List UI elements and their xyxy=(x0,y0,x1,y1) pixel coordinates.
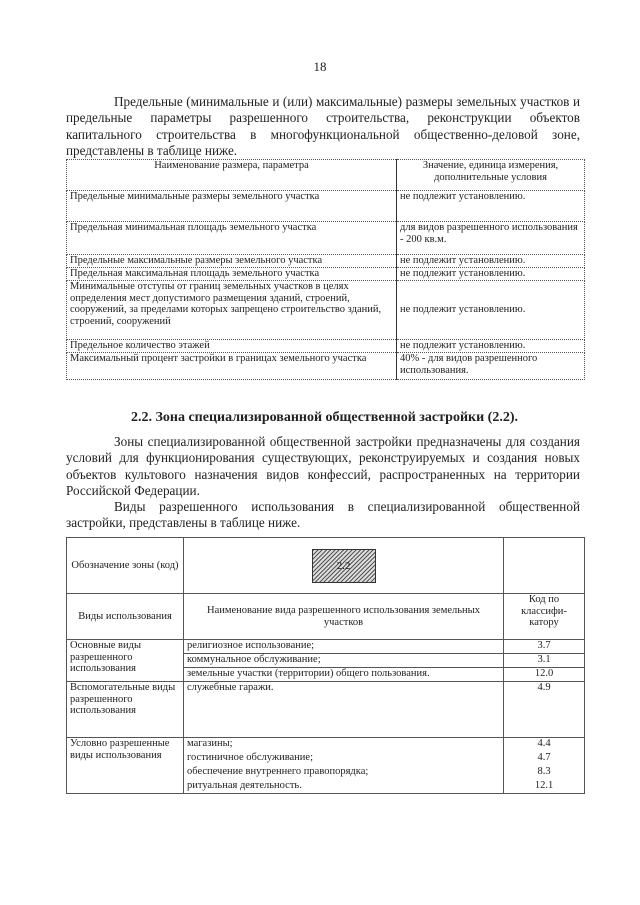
row-value: не подлежит установлению. xyxy=(397,191,585,222)
header-name: Наименование вида разрешенного использования земельных участков xyxy=(184,594,504,640)
group-type: Условно разрешенные виды использования xyxy=(67,738,184,794)
table-row xyxy=(67,640,585,654)
row-value: не подлежит установлению. xyxy=(397,268,585,281)
table-row xyxy=(67,268,585,281)
item-name: гостиничное обслуживание; xyxy=(184,752,504,766)
use-types-table xyxy=(66,537,585,794)
header-types: Виды использования xyxy=(67,594,184,640)
page-number: 18 xyxy=(313,59,327,74)
row-param: Предельные максимальные размеры земельного участка xyxy=(67,255,397,268)
section-heading: 2.2. Зона специализированной общественной застройки (2.2). xyxy=(131,410,518,425)
item-name: служебные гаражи. xyxy=(184,682,504,738)
zone-code: 2.2 xyxy=(312,549,376,583)
item-name: коммунальное обслуживание; xyxy=(184,654,504,668)
group-type: Вспомогательные виды разрешенного использования xyxy=(67,682,184,738)
header-code: Код по классифи-катору xyxy=(504,594,585,640)
item-code: 4.7 xyxy=(504,752,585,766)
row-param: Минимальные отступы от границ земельных участков в целях определения мест допустимого размещения зданий, строений, сооружений, за пределами которых запрещено строительство зданий, строений, сооружений xyxy=(67,281,397,340)
table-row xyxy=(67,682,585,738)
item-name: ритуальная деятельность. xyxy=(184,780,504,794)
item-name: земельные участки (территории) общего пользования. xyxy=(184,668,504,682)
section-paragraph: Зоны специализированной общественной застройки предназначены для создания условий для функционирования существующих, реконструируемых и создания новых объектов культового назначения видов конфессий, распространенных на территории Российской Федерации. xyxy=(66,434,580,498)
parameters-table xyxy=(66,159,585,380)
table-row xyxy=(67,738,585,752)
header-value: Значение, единица измерения, дополнительные условия xyxy=(397,160,585,191)
intro-paragraph: Предельные (минимальные и (или) максимальные) размеры земельных участков и предельные параметры разрешенного строительства, реконструкции объектов капитального строительства в многофункциональной общественно-деловой зоне, представлены в таблице ниже. xyxy=(66,94,580,158)
table-row xyxy=(67,191,585,222)
item-code: 12.1 xyxy=(504,780,585,794)
zone-row xyxy=(67,538,585,594)
row-param: Предельные минимальные размеры земельного участка xyxy=(67,191,397,222)
item-name: обеспечение внутреннего правопорядка; xyxy=(184,766,504,780)
header-param: Наименование размера, параметра xyxy=(67,160,397,191)
item-code: 8.3 xyxy=(504,766,585,780)
table-row xyxy=(67,255,585,268)
section-paragraph-2: Виды разрешенного использования в специализированной общественной застройки, представлены в таблице ниже. xyxy=(66,499,580,531)
row-param: Предельное количество этажей xyxy=(67,340,397,353)
table-row xyxy=(67,281,585,340)
row-value: не подлежит установлению. xyxy=(397,255,585,268)
zone-code-cell xyxy=(184,538,504,594)
table-row xyxy=(67,340,585,353)
group-type: Основные виды разрешенного использования xyxy=(67,640,184,682)
zone-label: Обозначение зоны (код) xyxy=(67,538,184,594)
item-code: 4.9 xyxy=(504,682,585,738)
table-row xyxy=(67,353,585,380)
row-param: Максимальный процент застройки в границах земельного участка xyxy=(67,353,397,380)
item-name: магазины; xyxy=(184,738,504,752)
table-row xyxy=(67,222,585,255)
item-name: религиозное использование; xyxy=(184,640,504,654)
item-code: 12.0 xyxy=(504,668,585,682)
row-value: не подлежит установлению. xyxy=(397,281,585,340)
empty-cell xyxy=(504,538,585,594)
table-header-row xyxy=(67,160,585,191)
row-param: Предельная максимальная площадь земельного участка xyxy=(67,268,397,281)
row-value: не подлежит установлению. xyxy=(397,340,585,353)
row-param: Предельная минимальная площадь земельного участка xyxy=(67,222,397,255)
item-code: 4.4 xyxy=(504,738,585,752)
row-value: для видов разрешенного использования - 200 кв.м. xyxy=(397,222,585,255)
row-value: 40% - для видов разрешенного использования. xyxy=(397,353,585,380)
item-code: 3.7 xyxy=(504,640,585,654)
header-row xyxy=(67,594,585,640)
item-code: 3.1 xyxy=(504,654,585,668)
